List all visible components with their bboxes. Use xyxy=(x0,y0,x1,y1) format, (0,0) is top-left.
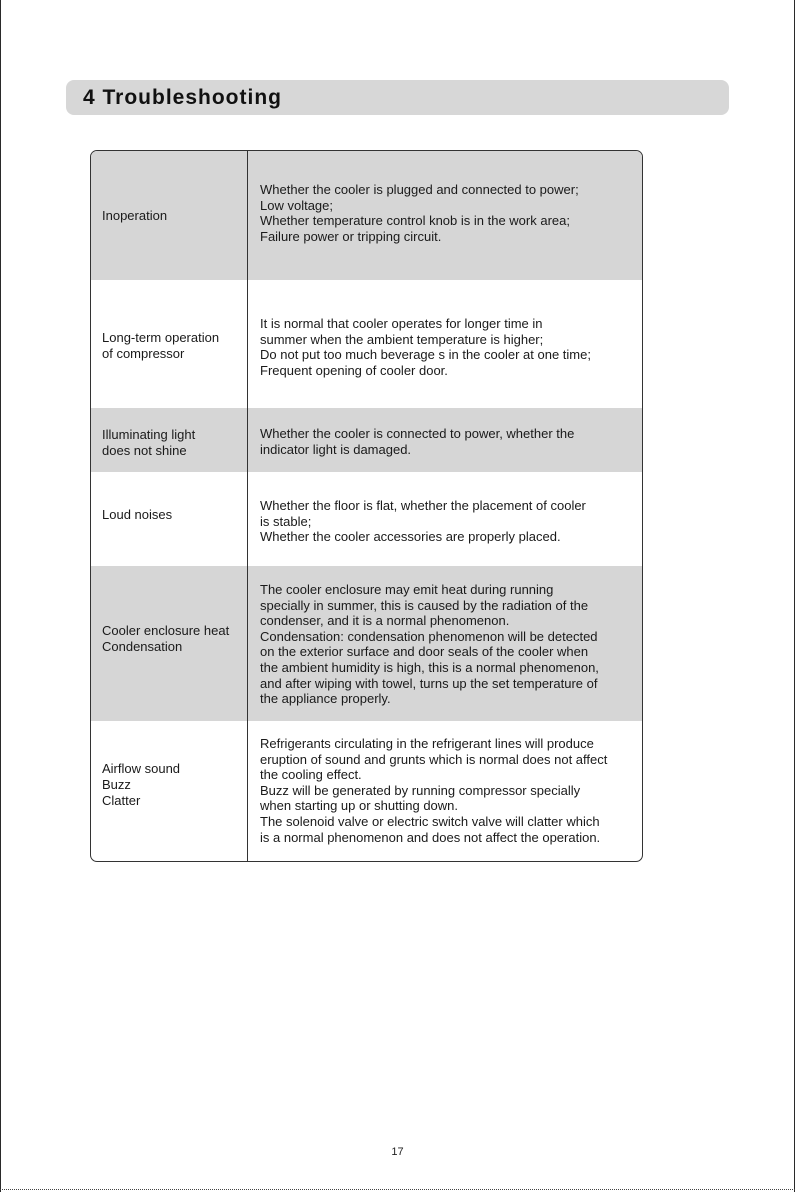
cause-cell: Whether the cooler is connected to power, whether the indicator light is damaged. xyxy=(260,426,575,457)
cause-cell: Whether the cooler is plugged and connected to power; Low voltage; Whether temperature control knob is in the work area; Failure power or tripping circuit. xyxy=(260,182,579,244)
troubleshooting-table xyxy=(90,150,643,862)
page-edge-left xyxy=(0,0,1,1192)
table-row xyxy=(91,721,643,862)
cause-cell: It is normal that cooler operates for longer time in summer when the ambient temperature is higher; Do not put too much beverage s in the cooler at one time; Frequent opening of cooler door. xyxy=(260,316,591,378)
problem-cell: Long-term operation of compressor xyxy=(102,330,220,361)
table-row xyxy=(91,280,643,408)
page-edge-bottom xyxy=(0,1189,795,1190)
table-row xyxy=(91,472,643,566)
table-row xyxy=(91,151,643,280)
section-header xyxy=(66,80,729,115)
problem-cell: Loud noises xyxy=(102,507,173,522)
cause-cell: Whether the floor is flat, whether the placement of cooler is stable; Whether the cooler accessories are properly placed. xyxy=(260,498,586,545)
page-number: 17 xyxy=(391,1146,404,1158)
table-row xyxy=(91,566,643,721)
problem-cell: Illuminating light does not shine xyxy=(102,427,196,458)
problem-cell: Cooler enclosure heat Condensation xyxy=(102,623,230,654)
problem-cell: Airflow sound Buzz Clatter xyxy=(102,761,181,808)
table-row xyxy=(91,408,643,472)
cause-cell: Refrigerants circulating in the refrigerant lines will produce eruption of sound and grunts which is normal does not affect the cooling effect. Buzz will be generated by running compressor specially when starting up or shutting down. The solenoid valve or electric switch valve will clatter which is a normal phenomenon and does not affect the operation. xyxy=(260,736,608,845)
column-divider xyxy=(247,151,248,862)
problem-cell: Inoperation xyxy=(102,208,168,223)
section-title: 4 Troubleshooting xyxy=(83,86,282,109)
cause-cell: The cooler enclosure may emit heat during running specially in summer, this is caused by the radiation of the condenser, and it is a normal phenomenon. Condensation: condensation phenomenon will be detected on the exterior surface and door seals of the cooler when the ambient humidity is high, this is a normal phenomenon, and after wiping with towel, turns up the set temperature of the appliance properly. xyxy=(260,582,599,707)
